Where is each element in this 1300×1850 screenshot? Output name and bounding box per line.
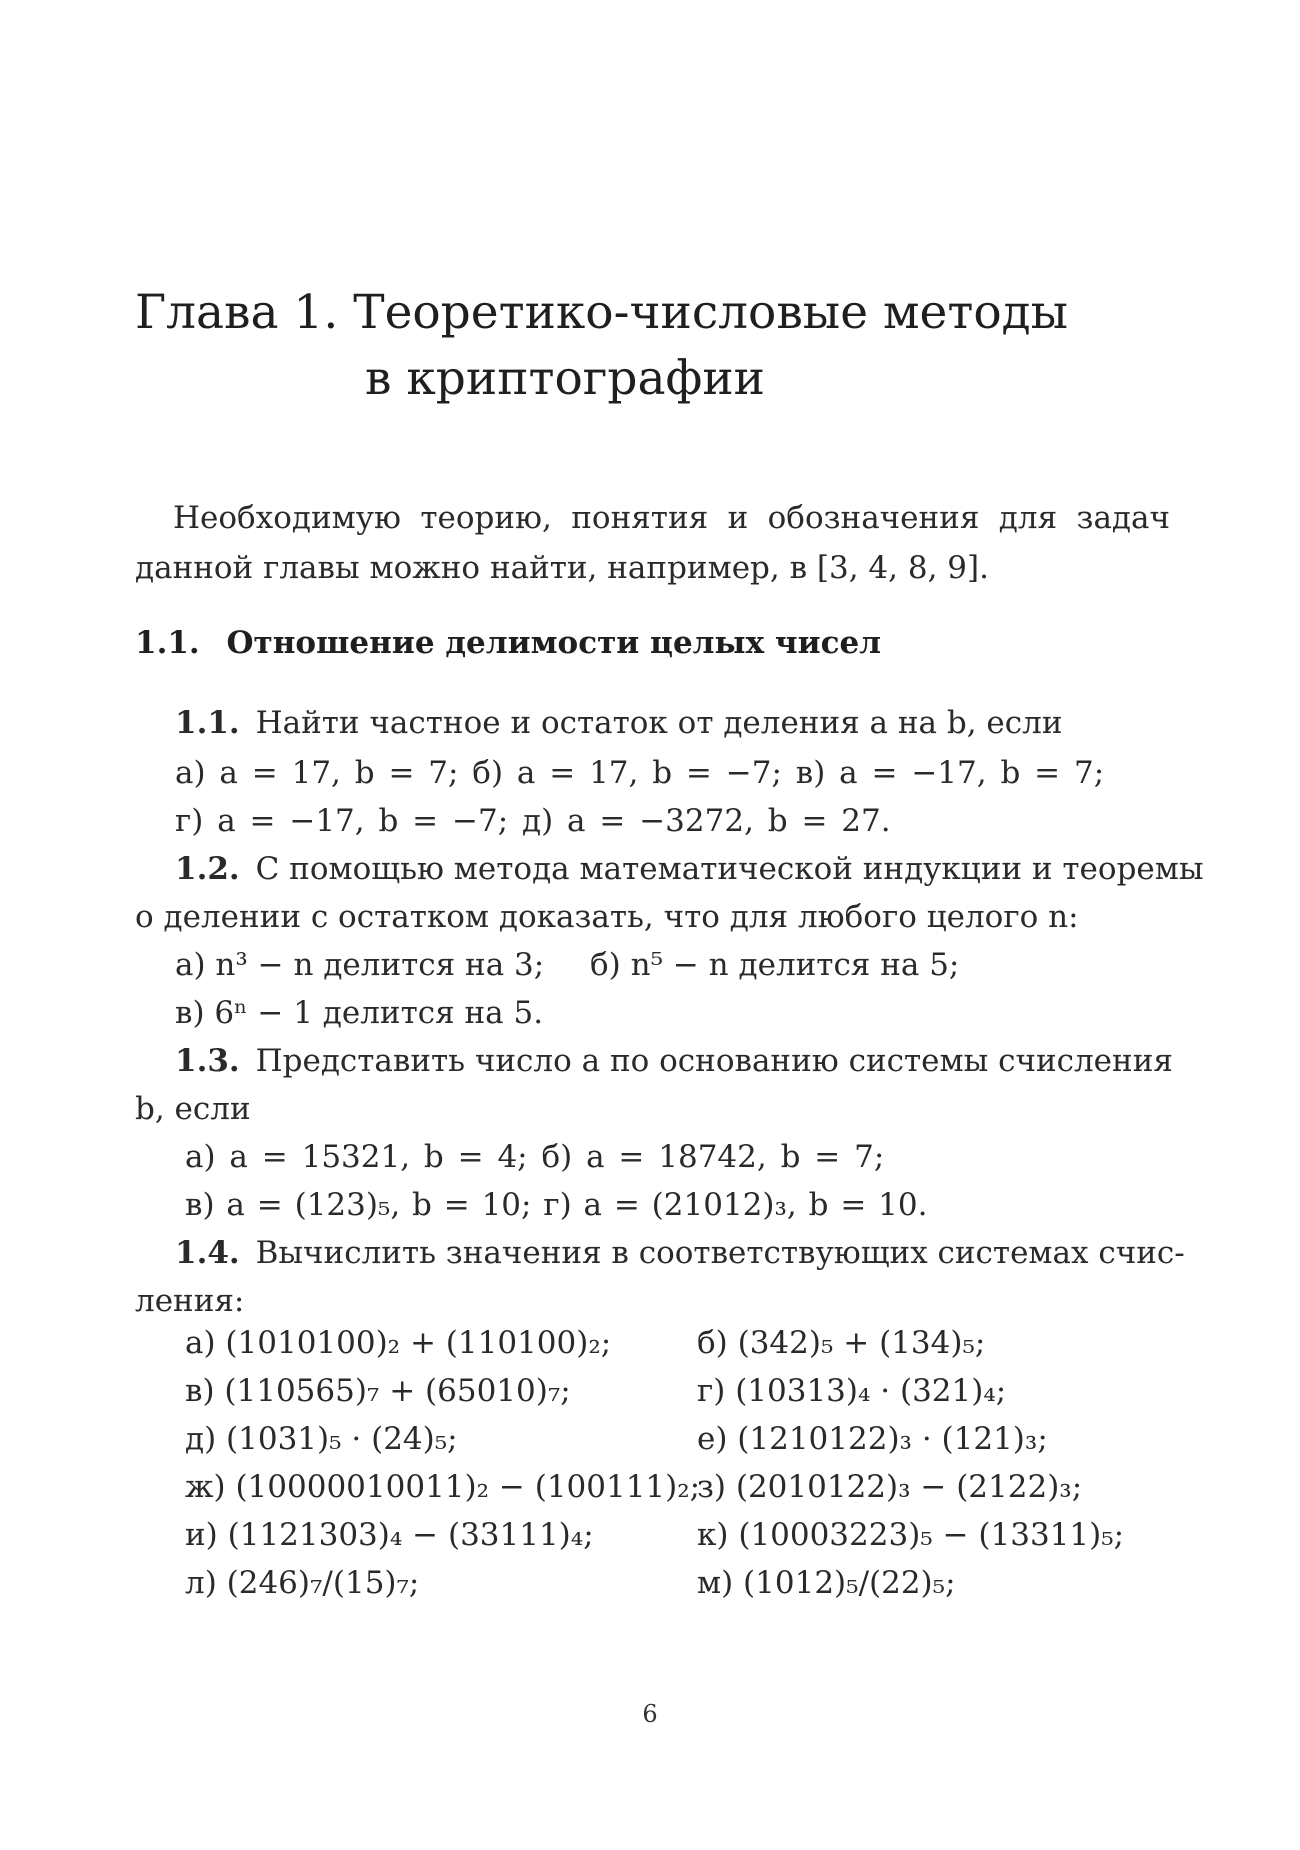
problem-1-1-line-b: г) a = −17, b = −7; д) a = −3272, b = 27. [175,803,891,839]
section-title: Отношение делимости целых чисел [226,625,882,661]
problem-text: Представить число a по основанию системы счисления [255,1043,1173,1079]
problem-1-2-text-line2: о делении с остатком доказать, что для любого целого n: [135,899,1079,935]
problem-1-4-item-b: б) (342)₅ + (134)₅; [697,1325,986,1361]
problem-1-2-item-c: в) 6ⁿ − 1 делится на 5. [175,995,544,1031]
problem-1-4-item-e: д) (1031)₅ · (24)₅; [185,1421,458,1457]
problem-1-3-line-b: в) a = (123)₅, b = 10; г) a = (21012)₃, b = 10. [185,1187,928,1223]
problem-1-2-item-a: а) n³ − n делится на 3; [175,947,545,983]
problem-1-4-item-i: и) (1121303)₄ − (33111)₄; [185,1517,594,1553]
chapter-title-line2: в криптографии [365,351,765,406]
problem-text: Вычислить значения в соответствующих системах счис- [255,1235,1185,1271]
problem-number: 1.1. [175,705,240,741]
problem-1-4-item-f: е) (1210122)₃ · (121)₃; [697,1421,1048,1457]
problem-text: Найти частное и остаток от деления a на b, если [255,705,1063,741]
problem-1-4-item-l: м) (1012)₅/(22)₅; [697,1565,956,1601]
problem-1-4-item-g: ж) (10000010011)₂ − (100111)₂; [185,1469,701,1505]
problem-1-4-item-k: л) (246)₇/(15)₇; [185,1565,420,1601]
problem-1-4-item-c: в) (110565)₇ + (65010)₇; [185,1373,571,1409]
problem-1-2-statement [175,846,1204,893]
problem-1-1-line-a: а) a = 17, b = 7; б) a = 17, b = −7; в) a = −17, b = 7; [175,755,1105,791]
chapter-title [135,280,1068,412]
problem-1-3-line-a: а) a = 15321, b = 4; б) a = 18742, b = 7; [185,1139,885,1175]
problem-1-4-item-d: г) (10313)₄ · (321)₄; [697,1373,1007,1409]
problem-1-4-item-h: з) (2010122)₃ − (2122)₃; [697,1469,1083,1505]
problem-1-3-text-line2: b, если [135,1091,251,1127]
problem-1-4-text-line2: ления: [135,1283,245,1319]
problem-1-3-statement [175,1038,1173,1085]
problem-1-2-item-b: б) n⁵ − n делится на 5; [590,947,960,983]
section-heading [135,625,881,661]
chapter-title-line1: Теоретико-числовые методы [353,285,1068,340]
problem-number: 1.4. [175,1235,240,1271]
problem-1-4-item-a: а) (1010100)₂ + (110100)₂; [185,1325,612,1361]
problem-1-4-item-j: к) (10003223)₅ − (13311)₅; [697,1517,1125,1553]
intro-paragraph [135,493,1170,593]
section-number: 1.1. [135,625,200,661]
chapter-label: Глава 1. [135,285,339,340]
problem-1-1-statement [175,700,1063,747]
page-number: 6 [642,1700,658,1728]
problem-1-4-statement [175,1230,1185,1277]
problem-text: С помощью метода математической индукции и теоремы [255,851,1204,887]
intro-text: Необходимую теорию, понятия и обозначения для задач данной главы можно найти, например, в [3, 4, 8, 9]. [135,500,1170,586]
problem-number: 1.2. [175,851,240,887]
problem-number: 1.3. [175,1043,240,1079]
